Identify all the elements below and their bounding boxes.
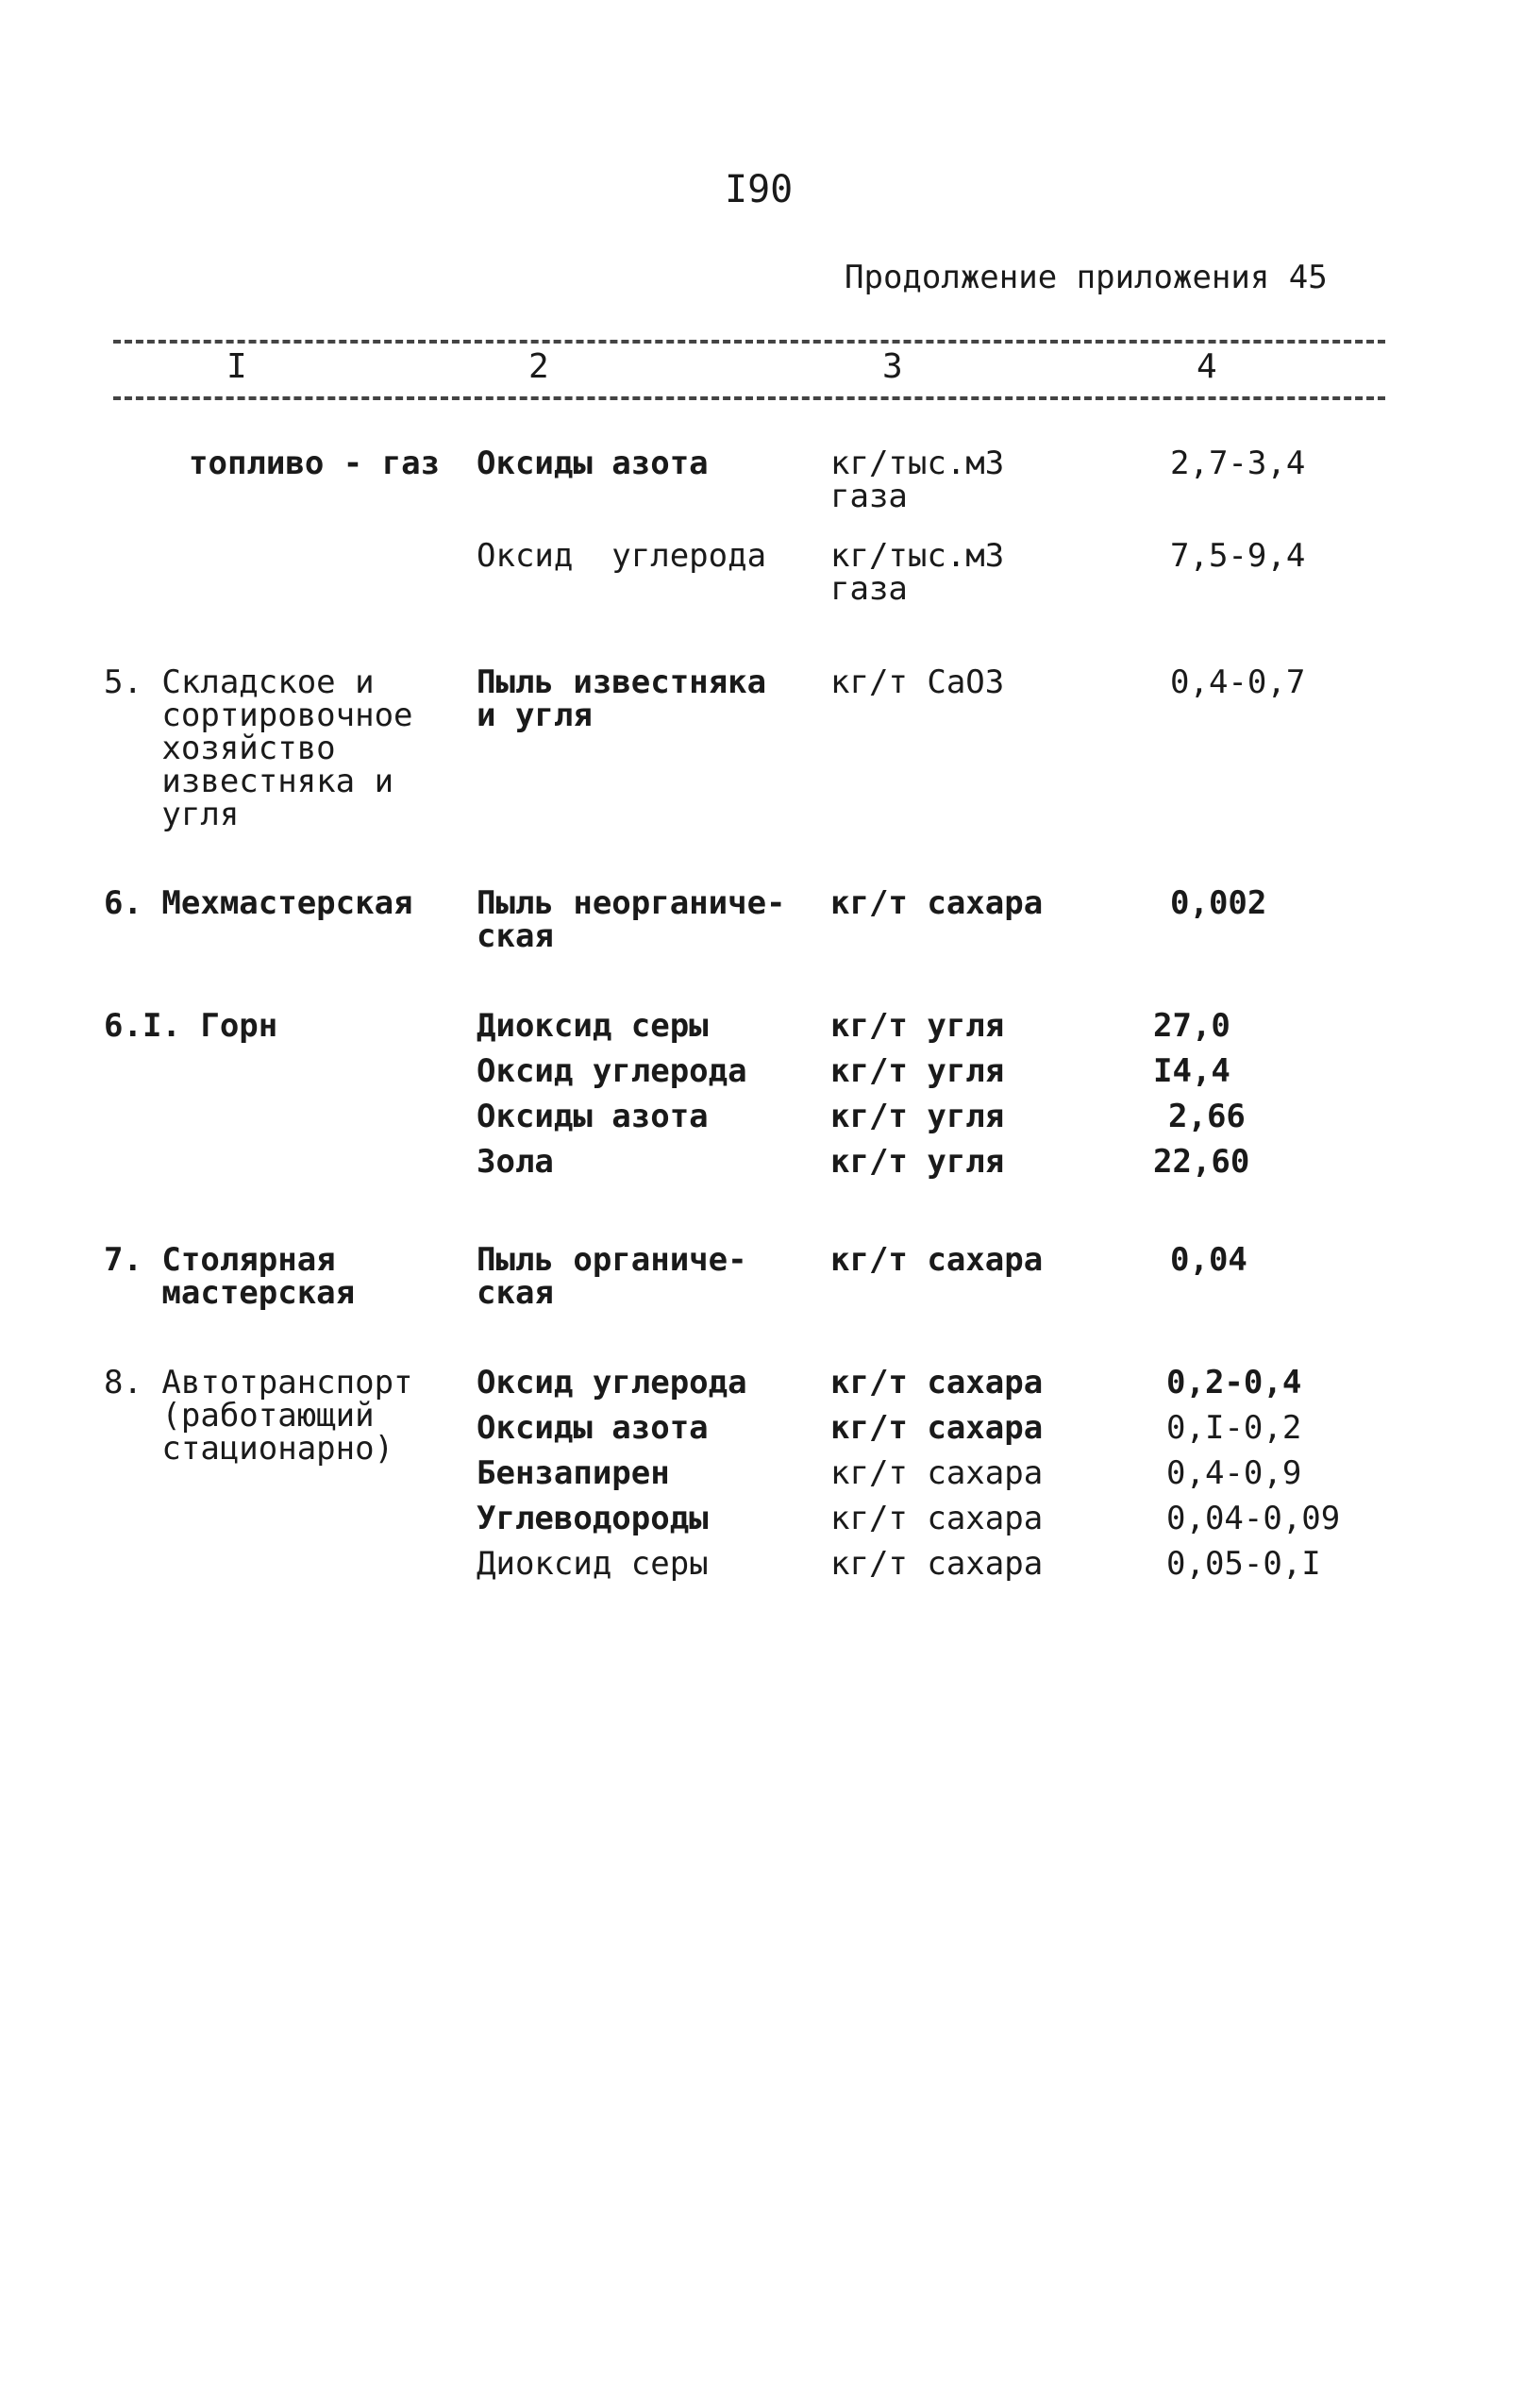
table-cell: кг/т сахара [830, 1364, 1044, 1401]
page-number: I90 [725, 168, 794, 211]
table-cell: 2,7-3,4 [1170, 445, 1306, 482]
table-cell: кг/т сахара [830, 1545, 1044, 1583]
header-col-2: 2 [528, 347, 549, 386]
table-cell: Диоксид серы [477, 1545, 709, 1583]
table-cell: 8. Автотранспорт (работающий стационарно) [104, 1364, 413, 1468]
table-cell: кг/т сахара [830, 1454, 1044, 1492]
table-cell: топливо - газ [189, 445, 441, 482]
table-cell: 0,04 [1170, 1241, 1247, 1279]
table-header-rule [113, 396, 1385, 400]
table-cell: кг/т сахара [830, 1500, 1044, 1537]
table-cell: 0,I-0,2 [1166, 1409, 1302, 1447]
table-cell: кг/т сахара [830, 1241, 1044, 1279]
table-cell: 7,5-9,4 [1170, 537, 1306, 575]
continuation-caption: Продолжение приложения 45 [845, 259, 1328, 296]
table-cell: кг/т CaO3 [830, 663, 1005, 701]
table-cell: 0,4-0,9 [1166, 1454, 1302, 1492]
table-cell: I4,4 [1153, 1052, 1230, 1090]
table-cell: 0,2-0,4 [1166, 1364, 1302, 1401]
table-cell: кг/т угля [830, 1007, 1005, 1045]
table-cell: 0,4-0,7 [1170, 663, 1306, 701]
table-cell: Бензапирен [477, 1454, 670, 1492]
table-cell: Диоксид серы [477, 1007, 709, 1045]
header-col-4: 4 [1197, 347, 1217, 386]
table-cell: 2,66 [1168, 1098, 1246, 1135]
table-cell: 27,0 [1153, 1007, 1230, 1045]
table-cell: 0,04-0,09 [1166, 1500, 1341, 1537]
table-cell: Оксиды азота [477, 1409, 709, 1447]
table-cell: 6. Мехмастерская [104, 884, 413, 922]
table-cell: Пыль известняка и угля [477, 663, 767, 734]
table-cell: кг/т сахара [830, 1409, 1044, 1447]
table-cell: 6.I. Горн [104, 1007, 278, 1045]
table-cell: Оксид углерода [477, 537, 767, 575]
header-col-1: I [226, 347, 247, 386]
table-cell: кг/т угля [830, 1098, 1005, 1135]
table-cell: 5. Складское и сортировочное хозяйство известняка и угля [104, 663, 413, 833]
table-cell: Оксиды азота [477, 1098, 709, 1135]
table-top-rule [113, 340, 1385, 344]
table-cell: кг/тыс.м3 газа [830, 537, 1005, 608]
table-cell: 0,002 [1170, 884, 1267, 922]
table-cell: Оксид углерода [477, 1052, 747, 1090]
table-cell: Зола [477, 1143, 554, 1181]
table-cell: кг/тыс.м3 газа [830, 445, 1005, 515]
header-col-3: 3 [882, 347, 903, 386]
table-cell: Пыль неорганиче- ская [477, 884, 786, 955]
table-cell: Оксиды азота [477, 445, 709, 482]
table-cell: 22,60 [1153, 1143, 1250, 1181]
table-cell: 7. Столярная мастерская [104, 1241, 356, 1312]
table-cell: Оксид углерода [477, 1364, 747, 1401]
table-cell: кг/т сахара [830, 884, 1044, 922]
table-cell: кг/т угля [830, 1052, 1005, 1090]
table-cell: кг/т угля [830, 1143, 1005, 1181]
table-cell: Пыль органиче- ская [477, 1241, 747, 1312]
table-cell: Углеводороды [477, 1500, 709, 1537]
table-cell: 0,05-0,I [1166, 1545, 1321, 1583]
